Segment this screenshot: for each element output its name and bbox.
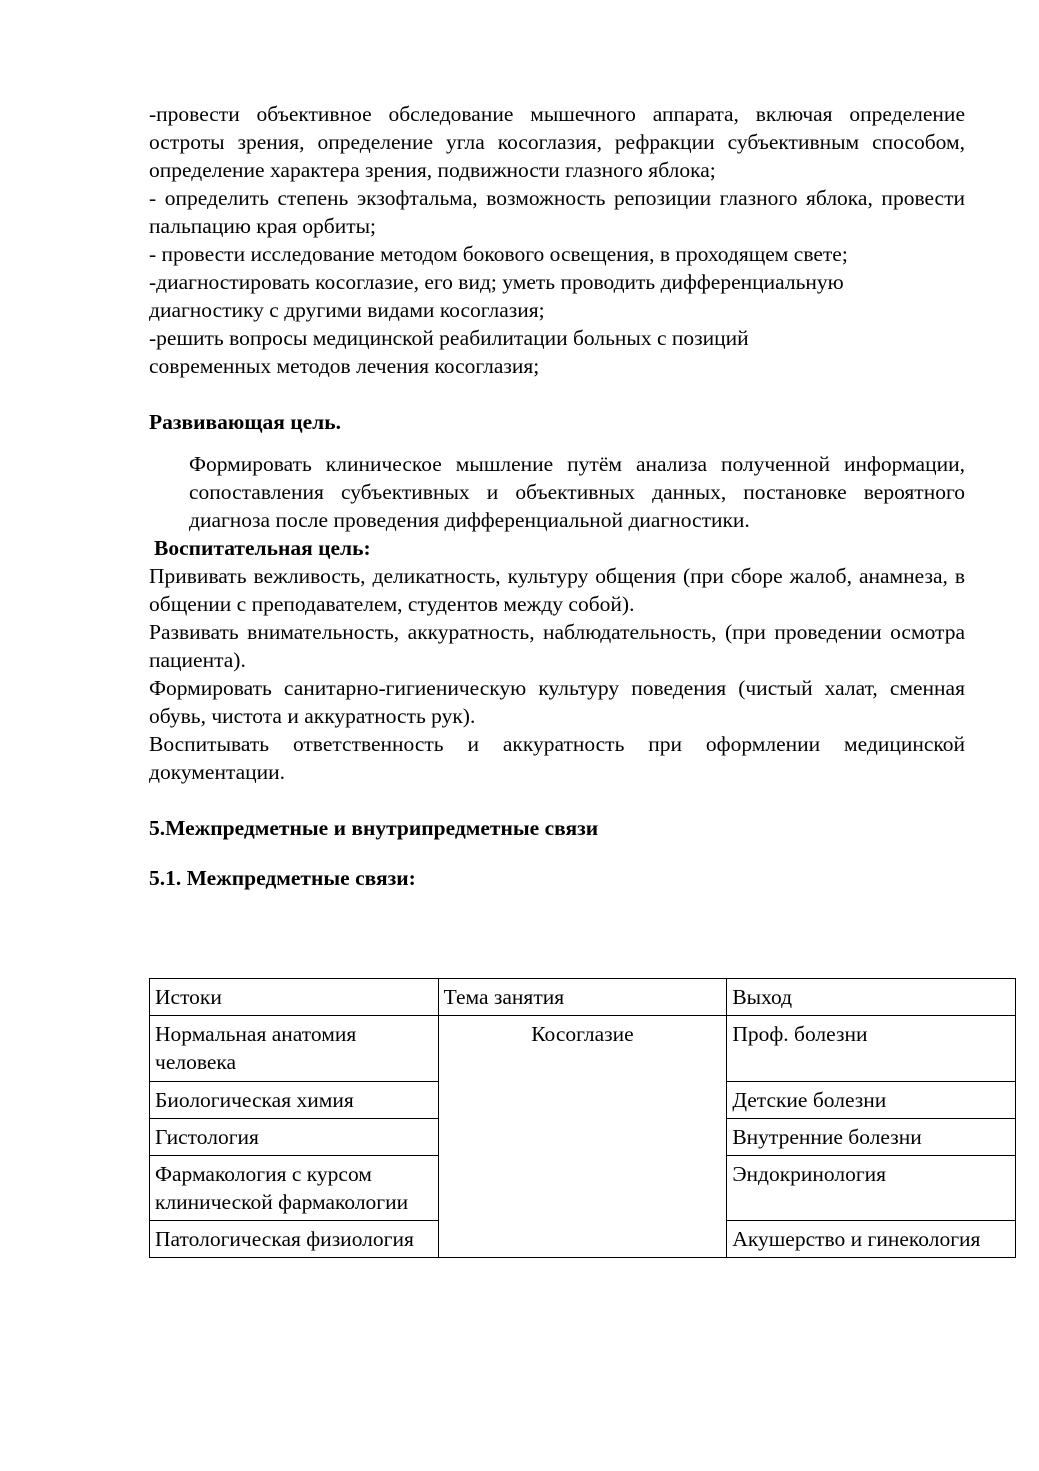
output-cell: Внутренние болезни bbox=[727, 1119, 1016, 1156]
educational-paragraph-1: Прививать вежливость, деликатность, культуру общения (при сборе жалоб, анамнеза, в общении с преподавателем, студентов между собой). bbox=[149, 564, 965, 616]
intro-item-2: - определить степень экзофтальма, возможность репозиции глазного яблока, провести пальпацию края орбиты; bbox=[149, 186, 965, 238]
source-cell: Нормальная анатомия человека bbox=[150, 1016, 439, 1082]
table-row bbox=[150, 1016, 1016, 1082]
source-cell: Гистология bbox=[150, 1119, 439, 1156]
source-cell: Биологическая химия bbox=[150, 1082, 439, 1119]
educational-paragraph-3: Формировать санитарно-гигиеническую культуру поведения (чистый халат, сменная обувь, чистота и аккуратность рук). bbox=[149, 676, 965, 728]
section-5-title: 5.Межпредметные и внутрипредметные связи bbox=[149, 816, 599, 840]
developing-goal-text: Формировать клиническое мышление путём анализа полученной информации, сопоставления субъективных и объективных данных, постановке вероятного диагноза после проведения дифференциальной диагностики. bbox=[189, 452, 965, 532]
table-header-row bbox=[150, 979, 1016, 1016]
document-page bbox=[149, 100, 965, 892]
header-sources: Истоки bbox=[150, 979, 439, 1016]
intro-item-4: -диагностировать косоглазие, его вид; уметь проводить дифференциальную диагностику с другими видами косоглазия; bbox=[149, 270, 844, 322]
output-cell: Детские болезни bbox=[727, 1082, 1016, 1119]
section-5-1-title: 5.1. Межпредметные связи: bbox=[149, 866, 416, 890]
educational-paragraph-2: Развивать внимательность, аккуратность, наблюдательность, (при проведении осмотра пациента). bbox=[149, 620, 965, 672]
developing-goal-heading: Развивающая цель. bbox=[149, 410, 341, 434]
educational-goal-heading: Воспитательная цель: bbox=[154, 536, 371, 560]
source-cell: Патологическая физиология bbox=[150, 1221, 439, 1258]
intro-item-5: -решить вопросы медицинской реабилитации больных с позиций современных методов лечения косоглазия; bbox=[149, 326, 749, 378]
spacer bbox=[149, 380, 965, 408]
intro-item-3: - провести исследование методом бокового освещения, в проходящем свете; bbox=[149, 242, 848, 266]
output-cell: Акушерство и гинекология bbox=[727, 1221, 1016, 1258]
header-topic: Тема занятия bbox=[438, 979, 727, 1016]
interdisciplinary-table bbox=[149, 978, 1016, 1258]
educational-paragraph-4: Воспитывать ответственность и аккуратность при оформлении медицинской документации. bbox=[149, 732, 965, 784]
topic-cell: Косоглазие bbox=[438, 1016, 727, 1258]
source-cell: Фармакология с курсом клинической фармакологии bbox=[150, 1156, 439, 1221]
spacer bbox=[149, 786, 965, 814]
header-output: Выход bbox=[727, 979, 1016, 1016]
intro-item-1: -провести объективное обследование мышечного аппарата, включая определение остроты зрения, определение угла косоглазия, рефракции субъективным способом, определение характера зрения, подвижности глазного яблока; bbox=[149, 102, 965, 182]
output-cell: Эндокринология bbox=[727, 1156, 1016, 1221]
output-cell: Проф. болезни bbox=[727, 1016, 1016, 1082]
